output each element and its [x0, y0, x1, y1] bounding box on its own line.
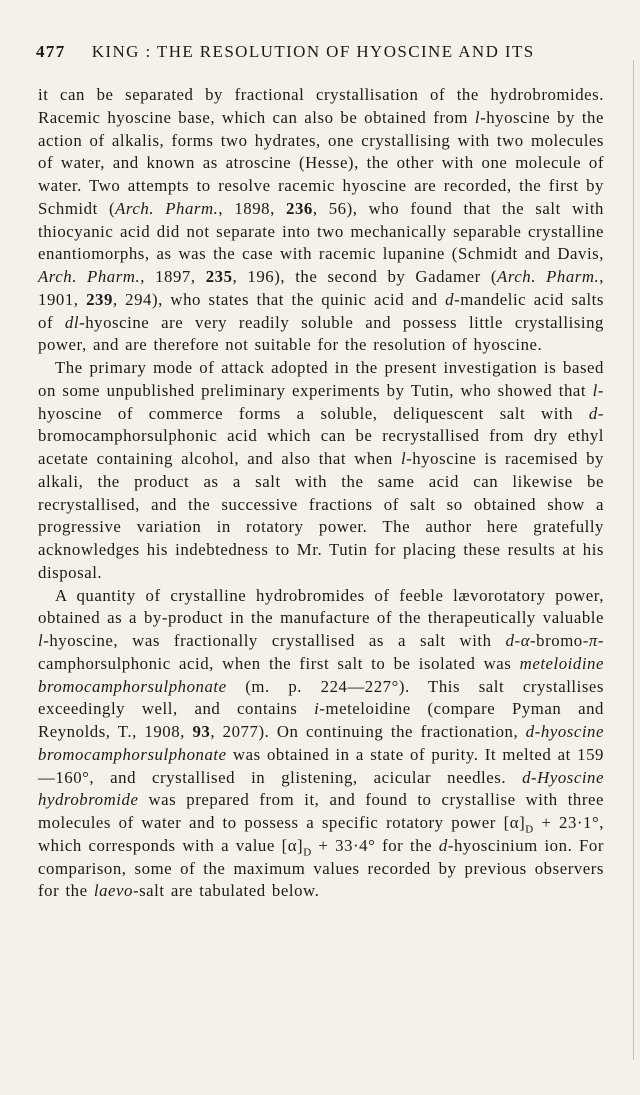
text-run: -hyoscine by the action of alkalis, forms two hydrates, one crystallising with two molecules of water, and known as atroscine (Hesse), the other with one molecule of water. Two attempts to resolve racemic hyoscine are recorded, the first by Schmidt ( — [38, 107, 604, 218]
text-run: l — [474, 107, 481, 127]
page-number: 477 — [36, 42, 66, 61]
text-run: i — [314, 699, 320, 719]
text-run: 239 — [86, 289, 113, 309]
text-run: Arch. Pharm. — [38, 267, 141, 286]
text-run: d-hyoscine bromocamphorsulphonate — [38, 722, 604, 764]
text-run: -salt are tabulated below. — [132, 881, 320, 901]
text-run: (m. p. 224—227°). This salt crystallises exceedingly well, and contains — [38, 676, 604, 719]
text-run: , 2077). On continuing the fractionation, — [210, 722, 526, 741]
text-run: -hyoscine are very readily soluble and possess little crystallising power, and are therefore not suitable for the resolution of hyoscine. — [38, 312, 604, 355]
text-run: α — [520, 631, 531, 650]
text-run: -hyoscine of commerce forms a soluble, deliquescent salt with — [38, 380, 604, 423]
text-run: Arch. Pharm. — [115, 198, 219, 218]
text-run: , 56), who found that the salt with thiocyanic acid did not separate into two mechanically separable crystalline enantiomorphs, as was the case with racemic lupanine (Schmidt and Davis, — [38, 198, 605, 264]
text-run: D — [525, 823, 534, 836]
paragraph-primary-mode-of-attack — [38, 357, 604, 585]
text-run: D — [303, 846, 312, 859]
text-run: d — [438, 835, 448, 855]
text-run: - — [514, 631, 521, 650]
paragraph-separation-of-hydrobromides — [38, 84, 604, 357]
text-run: , 1898, — [218, 198, 286, 218]
body-text — [38, 84, 604, 903]
text-run: + 33·4° for the — [311, 835, 439, 855]
text-run: , 196), the second by Gadamer ( — [232, 267, 498, 286]
text-run: A quantity of crystalline hydrobromides of feeble lævorotatory power, obtained as a by-product in the manufacture of the therapeutically valuable — [38, 585, 604, 628]
text-run: , 1901, — [38, 267, 605, 309]
text-run: -hyoscinium ion. For comparison, some of the maximum values recorded by previous observers for the — [38, 835, 604, 901]
text-run: l — [592, 380, 598, 400]
text-run: π — [588, 631, 598, 650]
text-run: dl — [64, 312, 80, 332]
text-run: 93 — [192, 722, 211, 741]
running-title: KING : THE RESOLUTION OF HYOSCINE AND ITS — [91, 42, 535, 61]
text-run: -meteloidine (compare Pyman and Reynolds, T., 1908, — [38, 699, 604, 741]
text-run: d — [445, 289, 455, 309]
text-run: d — [588, 403, 598, 423]
text-run: -hyoscine, was fractionally crystallised as a salt with — [43, 631, 506, 650]
page-header — [36, 42, 604, 62]
text-run: it can be separated by fractional crystallisation of the hydrobromides. Racemic hyoscine base, which can also be obtained from — [38, 85, 604, 127]
text-run: Arch. Pharm. — [497, 267, 600, 286]
text-run: , 294), who states that the quinic acid and — [112, 289, 446, 309]
text-run: was prepared from it, and found to crystallise with three molecules of water and to possess a specific rotatory power [α] — [38, 790, 604, 832]
text-run: , 1897, — [140, 267, 206, 286]
text-run: + 23·1°, which corresponds with a value [α] — [38, 813, 604, 855]
text-run: l — [38, 631, 44, 650]
text-run: -hyoscine is racemised by alkali, the product as a salt with the same acid can likewise be recrystallised, and the successive fractions of salt so obtained show a progressive variation in rotatory power. The author here gratefully acknowledges his indebtedness to Mr. Tutin for placing these results at his disposal. — [38, 449, 604, 582]
text-run: was obtained in a state of purity. It melted at 159—160°, and crystallised in glistening, acicular needles. — [38, 744, 604, 787]
text-run: -bromo- — [530, 631, 589, 650]
text-run: d — [505, 631, 515, 650]
text-run: meteloidine bromocamphorsulphonate — [38, 653, 604, 696]
text-run: 236 — [286, 198, 313, 218]
text-run: d-Hyoscine hydrobromide — [38, 767, 604, 810]
text-run: The primary mode of attack adopted in the present investigation is based on some unpublished preliminary experiments by Tutin, who showed that — [38, 358, 604, 400]
text-run: laevo — [93, 881, 133, 901]
text-run: l — [400, 449, 407, 468]
text-run: -camphorsulphonic acid, when the first salt to be isolated was — [38, 631, 604, 673]
paragraph-fractional-crystallisation — [38, 585, 604, 904]
page-edge-rule — [633, 60, 634, 1060]
text-run: 235 — [205, 267, 233, 286]
text-run: -mandelic acid salts of — [38, 289, 604, 332]
text-run: -bromocamphorsulphonic acid which can be recrystallised from dry ethyl acetate containing alcohol, and also that when — [38, 403, 604, 468]
